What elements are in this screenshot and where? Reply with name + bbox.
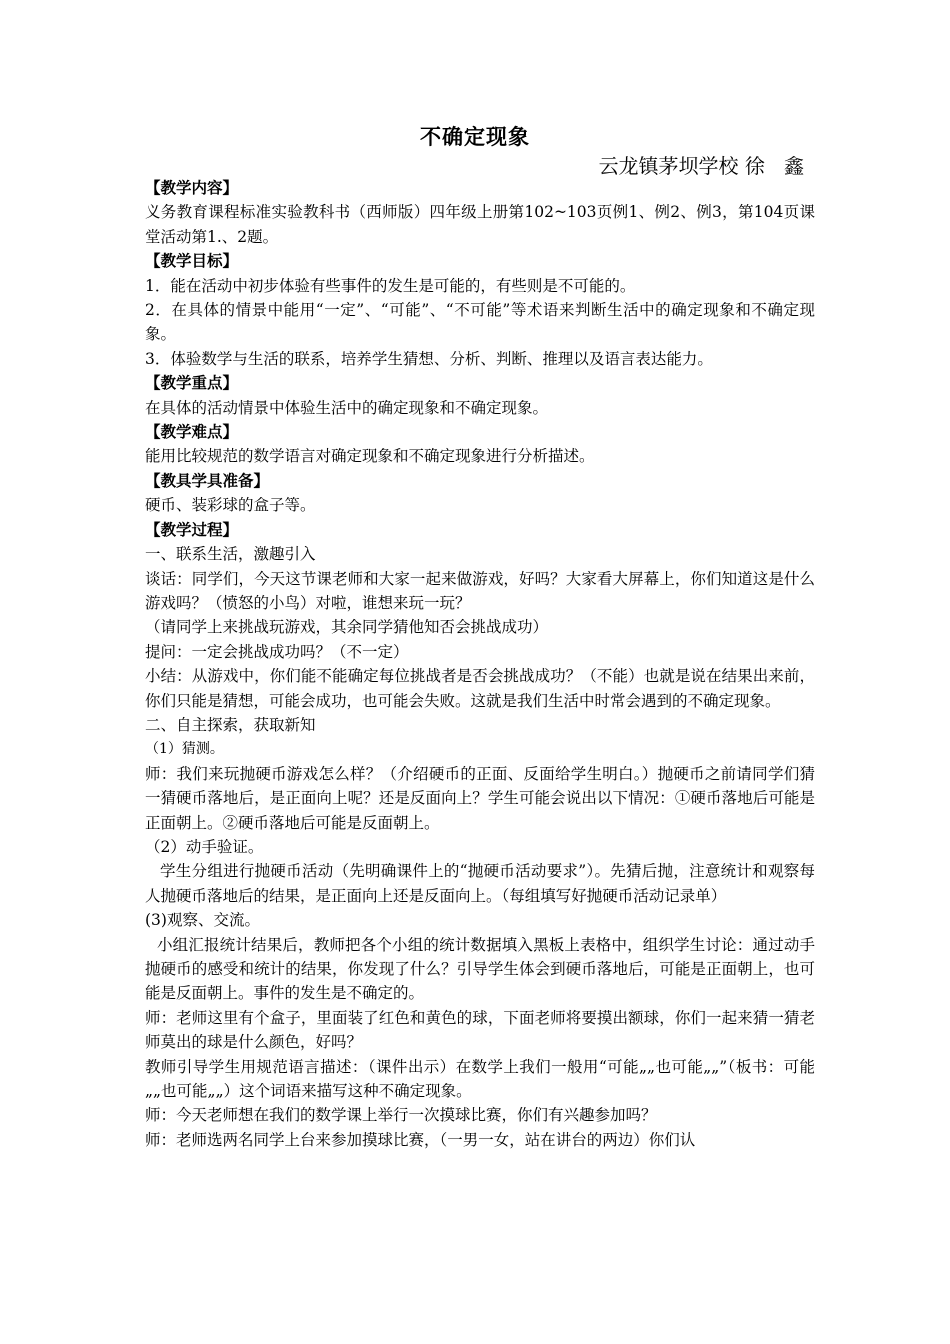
paragraph: 提问：一定会挑战成功吗？（不一定） [145, 642, 409, 661]
goal-item: 1．能在活动中初步体验有些事件的发生是可能的，有些则是不可能的。 [145, 276, 636, 295]
author-line: 云龙镇茅坝学校 徐 鑫 [598, 154, 804, 178]
paragraph: （请同学上来挑战玩游戏，其余同学猜他知否会挑战成功） [145, 618, 549, 637]
section-heading-goals: 【教学目标】 [145, 251, 239, 271]
section-heading-tools: 【教具学具准备】 [145, 470, 270, 490]
section-heading-difficulty: 【教学难点】 [145, 422, 239, 442]
paragraph: 在具体的活动情景中体验生活中的确定现象和不确定现象。 [145, 398, 549, 417]
page-title: 不确定现象 [420, 124, 530, 149]
paragraph: 硬币、装彩球的盒子等。 [145, 496, 316, 515]
paragraph: 师：我们来玩抛硬币游戏怎么样？（介绍硬币的正面、反面给学生明白。）抛硬币之前请同学们猜一猜硬币落地后，是正面向上呢？还是反面向上？学生可能会说出以下情况：①硬币落地后可能是正面朝上。②硬币落地后可能是反面朝上。 [145, 764, 815, 832]
section-heading-key: 【教学重点】 [145, 373, 239, 393]
paragraph: 教师引导学生用规范语言描述：（课件出示）在数学上我们一般用“可能„„也可能„„”（板书：可能„„也可能„„）这个词语来描写这种不确定现象。 [145, 1057, 815, 1101]
sub-step-title: （2）动手验证。 [145, 837, 264, 856]
step-title: 二、自主探索，获取新知 [145, 715, 316, 734]
document-body [145, 176, 815, 1152]
section-heading-process: 【教学过程】 [145, 519, 239, 539]
paragraph: 师：老师选两名同学上台来参加摸球比赛，（一男一女，站在讲台的两边）你们认 [145, 1130, 696, 1149]
step-title: 一、联系生活，激趣引入 [145, 545, 316, 564]
paragraph: 谈话：同学们，今天这节课老师和大家一起来做游戏，好吗？大家看大屏幕上，你们知道这是什么游戏吗？（愤怒的小鸟）对啦，谁想来玩一玩？ [145, 569, 815, 612]
goal-item: 3．体验数学与生活的联系，培养学生猜想、分析、判断、推理以及语言表达能力。 [145, 349, 713, 368]
paragraph: 小组汇报统计结果后，教师把各个小组的统计数据填入黑板上表格中，组织学生讨论：通过动手抛硬币的感受和统计的结果，你发现了什么？引导学生体会到硬币落地后，可能是正面朝上，也可能是反面朝上。事件的发生是不确定的。 [145, 935, 815, 1003]
paragraph: 能用比较规范的数学语言对确定现象和不确定现象进行分析描述。 [145, 447, 595, 466]
paragraph: 小结：从游戏中，你们能不能确定每位挑战者是否会挑战成功？（不能）也就是说在结果出来前，你们只能是猜想，可能会成功，也可能会失败。这就是我们生活中时常会遇到的不确定现象。 [145, 667, 815, 710]
paragraph: 师：今天老师想在我们的数学课上举行一次摸球比赛，你们有兴趣参加吗？ [145, 1106, 657, 1125]
goal-item: 2．在具体的情景中能用“一定”、“可能”、“不可能”等术语来判断生活中的确定现象和不确定现象。 [145, 301, 815, 344]
paragraph: 义务教育课程标准实验教科书（西师版）四年级上册第102~103页例1、例2、例3，第104页课堂活动第1.、2题。 [145, 203, 815, 246]
paragraph: 学生分组进行抛硬币活动（先明确课件上的“抛硬币活动要求”）。先猜后抛，注意统计和观察每人抛硬币落地后的结果，是正面向上还是反面向上。（每组填写好抛硬币活动记录单） [145, 862, 815, 905]
section-heading-content: 【教学内容】 [145, 178, 239, 197]
sub-step-title: (3)观察、交流。 [145, 911, 260, 930]
paragraph: 师：老师这里有个盒子，里面装了红色和黄色的球，下面老师将要摸出额球，你们一起来猜一猜老师莫出的球是什么颜色，好吗？ [145, 1008, 815, 1052]
sub-step-title: （1）猜测。 [145, 741, 224, 758]
